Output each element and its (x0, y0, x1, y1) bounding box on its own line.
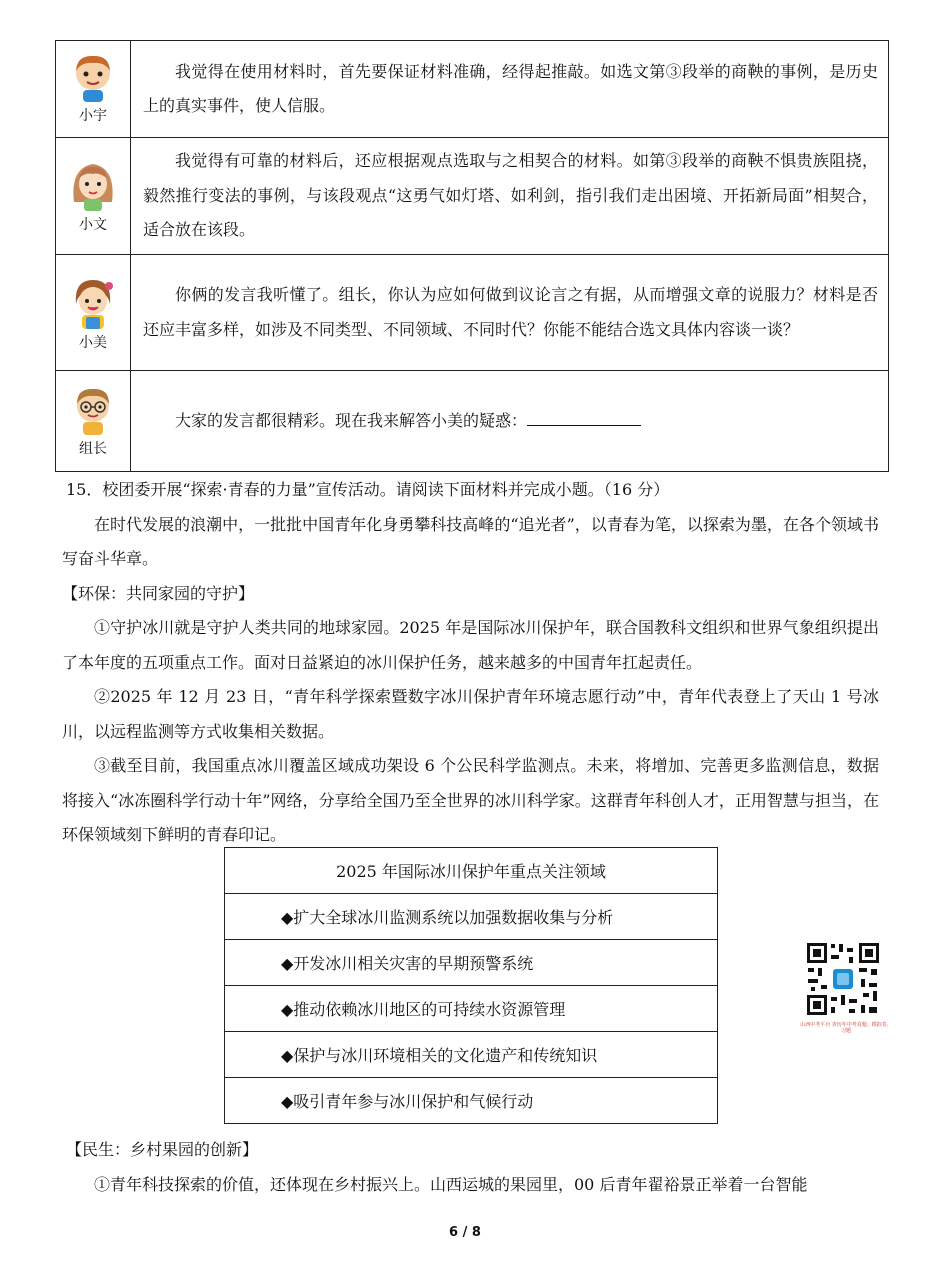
speech-cell (131, 371, 889, 472)
table-header: 2025 年国际冰川保护年重点关注领域 (225, 848, 718, 894)
speech-text: 我觉得有可靠的材料后，还应根据观点选取与之相契合的材料。如第③段举的商鞅不惧贵族阻挠，毅然推行变法的事例，与该段观点“这勇气如灯塔、如利剑，指引我们走出困境、开拓新局面”相契合，适合放在该段。 (131, 138, 889, 255)
speaker-name: 组长 (79, 441, 107, 457)
dialogue-row-xiaoyu (56, 41, 889, 138)
intro-paragraph: 在时代发展的浪潮中，一批批中国青年化身勇攀科技高峰的“追光者”，以青春为笔，以探索为墨，在各个领域书写奋斗华章。 (62, 514, 879, 568)
speech-text: 我觉得在使用材料时，首先要保证材料准确，经得起推敲。如选文第③段举的商鞅的事例，是历史上的真实事件，使人信服。 (131, 41, 889, 138)
glacier-focus-table (224, 847, 718, 1124)
section-heading: 【环保：共同家园的守护】 (62, 583, 255, 603)
speaker-name: 小宇 (79, 108, 107, 124)
table-row: ◆推动依赖冰川地区的可持续水资源管理 (225, 986, 718, 1032)
dialogue-row-xiaomei (56, 255, 889, 371)
qr-code (805, 941, 881, 1021)
table-row: ◆保护与冰川环境相关的文化遗产和传统知识 (225, 1032, 718, 1078)
dialogue-row-xiaowen (56, 138, 889, 255)
page-number: 6 / 8 (449, 1225, 481, 1240)
speaker-name: 小文 (79, 217, 107, 233)
speech-text: 大家的发言都很精彩。现在我来解答小美的疑惑： (175, 410, 528, 430)
answer-blank[interactable] (527, 409, 641, 426)
question-title: 15．校团委开展“探索·青春的力量”宣传活动。请阅读下面材料并完成小题。（16 分） (66, 480, 670, 499)
qr-caption: 山西中考平台 查历年中考真题、模拟卷、习题 (800, 1022, 892, 1034)
table-row: ◆吸引青年参与冰川保护和气候行动 (225, 1078, 718, 1124)
table-row: ◆开发冰川相关灾害的早期预警系统 (225, 940, 718, 986)
paragraph: ③截至目前，我国重点冰川覆盖区域成功架设 6 个公民科学监测点。未来，将增加、完善更多监测信息，数据将接入“冰冻圈科学行动十年”网络，分享给全国乃至全世界的冰川科学家。这群青年科创人才，正用智慧与担当，在环保领域刻下鲜明的青春印记。 (62, 756, 879, 844)
avatar-cell (56, 255, 131, 371)
section-2-block (66, 1133, 879, 1202)
avatar-cell (56, 41, 131, 138)
paragraph: ①青年科技探索的价值，还体现在乡村振兴上。山西运城的果园里，00 后青年翟裕景正举着一台智能 (94, 1174, 808, 1194)
question-15-block (62, 473, 879, 853)
avatar-cell (56, 138, 131, 255)
boy-avatar-icon (71, 53, 115, 103)
table-row: ◆扩大全球冰川监测系统以加强数据收集与分析 (225, 894, 718, 940)
paragraph: ①守护冰川就是守护人类共同的地球家园。2025 年是国际冰川保护年，联合国教科文组织和世界气象组织提出了本年度的五项重点工作。面对日益紧迫的冰川保护任务，越来越多的中国青年扛起责任。 (62, 618, 879, 672)
dialogue-row-zuzhang (56, 371, 889, 472)
speech-text: 你俩的发言我听懂了。组长，你认为应如何做到议论言之有据，从而增强文章的说服力？材料是否还应丰富多样，如涉及不同类型、不同领域、不同时代？你能不能结合选文具体内容谈一谈？ (131, 255, 889, 371)
paragraph: ②2025 年 12 月 23 日，“青年科学探索暨数字冰川保护青年环境志愿行动”中，青年代表登上了天山 1 号冰川，以远程监测等方式收集相关数据。 (62, 687, 879, 741)
avatar-cell (56, 371, 131, 472)
speaker-name: 小美 (79, 334, 107, 351)
girl-avatar-icon (68, 274, 118, 330)
section-heading: 【民生：乡村果园的创新】 (66, 1140, 259, 1159)
dialogue-table (55, 40, 889, 472)
qr-code-icon (805, 941, 881, 1017)
girl-avatar-icon (68, 158, 118, 212)
boy-with-glasses-avatar-icon (70, 384, 116, 436)
